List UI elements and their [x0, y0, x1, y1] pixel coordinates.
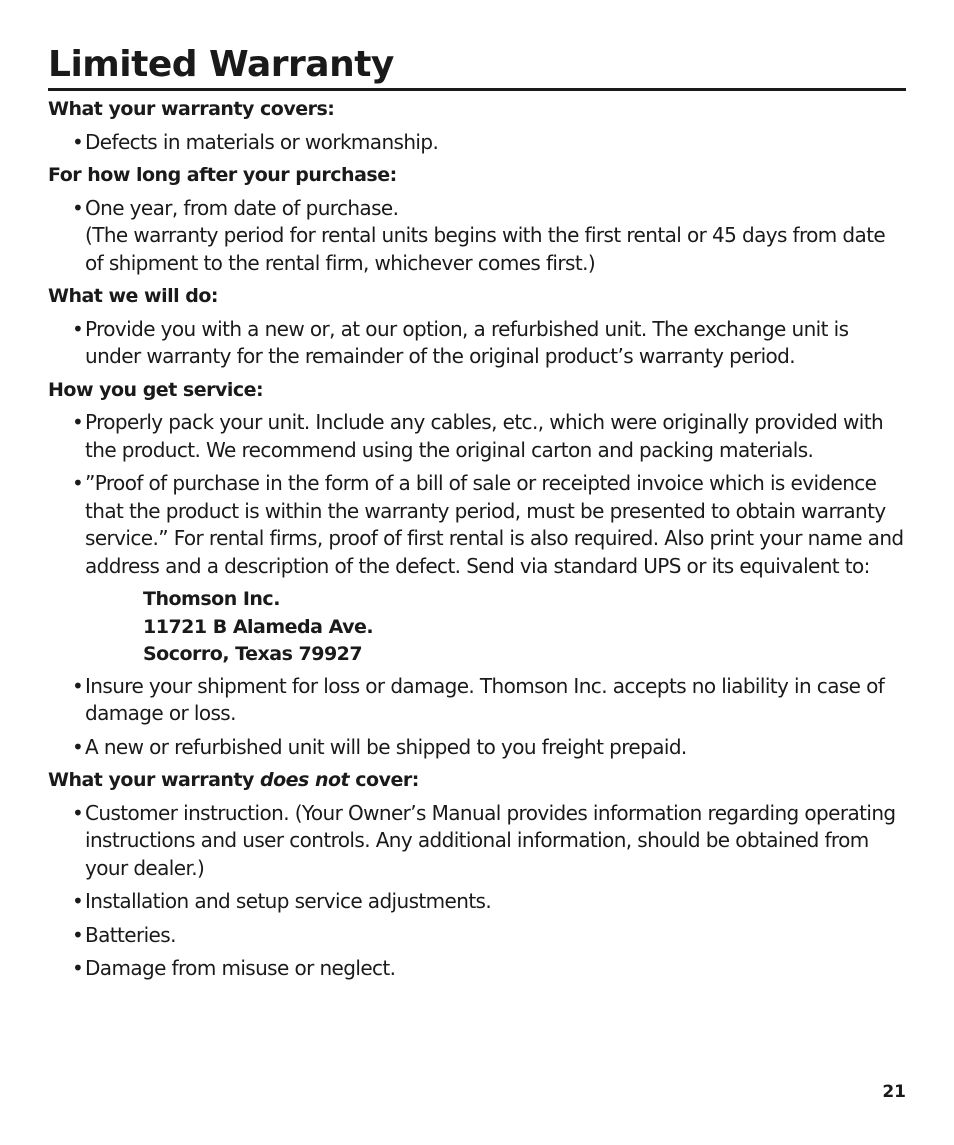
list-item-text: Properly pack your unit. Include any cables, etc., which were originally provided with the product. We recommend using the original carton and packing materials.	[85, 410, 884, 462]
address-street: 11721 B Alameda Ave.	[143, 615, 374, 638]
bullet-icon: •	[72, 316, 84, 341]
address-company: Thomson Inc.	[143, 588, 280, 610]
bullet-icon: •	[72, 956, 84, 980]
title-rule	[48, 88, 906, 91]
heading-not-covered-pre: What your warranty	[48, 769, 260, 791]
bullet-icon: •	[72, 410, 84, 434]
list-item	[48, 922, 908, 950]
list-item-text: One year, from date of purchase.	[85, 195, 399, 220]
list-item	[48, 673, 908, 728]
bullet-icon: •	[72, 889, 84, 913]
heading-not-covered-emphasis: does not	[260, 769, 350, 791]
list-item-text: Provide you with a new or, at our option, a refurbished unit. The exchange unit is under warranty for the remainder of the original product’s warranty period.	[85, 316, 849, 368]
list-item	[48, 129, 908, 157]
bullet-icon: •	[72, 922, 84, 947]
list-item-text: Damage from misuse or neglect.	[85, 956, 396, 980]
list-item-text: Installation and setup service adjustments.	[85, 889, 492, 913]
heading-what-we-do: What we will do:	[48, 285, 219, 307]
list-item	[48, 470, 908, 580]
rental-note: (The warranty period for rental units begins with the first rental or 45 days from date of shipment to the rental firm, whichever comes first.)	[85, 223, 886, 275]
list-item-text: Insure your shipment for loss or damage. Thomson Inc. accepts no liability in case of damage or loss.	[85, 673, 885, 725]
page-title: Limited Warranty	[48, 44, 394, 85]
address-city: Socorro, Texas 79927	[143, 643, 363, 665]
bullet-icon: •	[72, 195, 84, 220]
bullet-icon: •	[72, 734, 84, 759]
page-number: 21	[882, 1082, 906, 1102]
bullet-icon: •	[72, 800, 84, 825]
warranty-content	[48, 94, 908, 989]
heading-not-covered	[48, 767, 908, 795]
list-item-text: A new or refurbished unit will be shipped to you freight prepaid.	[85, 734, 687, 759]
list-item-text: Defects in materials or workmanship.	[85, 129, 439, 154]
heading-how-long: For how long after your purchase:	[48, 164, 397, 186]
bullet-icon: •	[72, 129, 84, 154]
list-item-text: ”Proof of purchase in the form of a bill of sale or receipted invoice which is evidence that the product is within the warranty period, must be presented to obtain warranty service.” For rental firms, proof of first rental is also required. Also print your name and address and a description of the defect. Send via standard UPS or its equivalent to:	[85, 471, 904, 578]
list-item	[48, 800, 908, 883]
shipping-address	[48, 586, 908, 669]
heading-covers: What your warranty covers:	[48, 98, 335, 120]
list-item	[48, 409, 908, 464]
list-item	[48, 195, 908, 278]
list-item-text: Batteries.	[85, 922, 176, 947]
heading-service: How you get service:	[48, 378, 264, 401]
list-item	[48, 955, 908, 983]
list-item-text: Customer instruction. (Your Owner’s Manual provides information regarding operating instructions and user controls. Any additional information, should be obtained from your dealer.)	[85, 800, 896, 880]
list-item	[48, 316, 908, 371]
bullet-icon: •	[72, 471, 84, 495]
heading-not-covered-post: cover:	[349, 769, 419, 791]
list-item	[48, 888, 908, 916]
list-item	[48, 734, 908, 762]
bullet-icon: •	[72, 673, 84, 698]
